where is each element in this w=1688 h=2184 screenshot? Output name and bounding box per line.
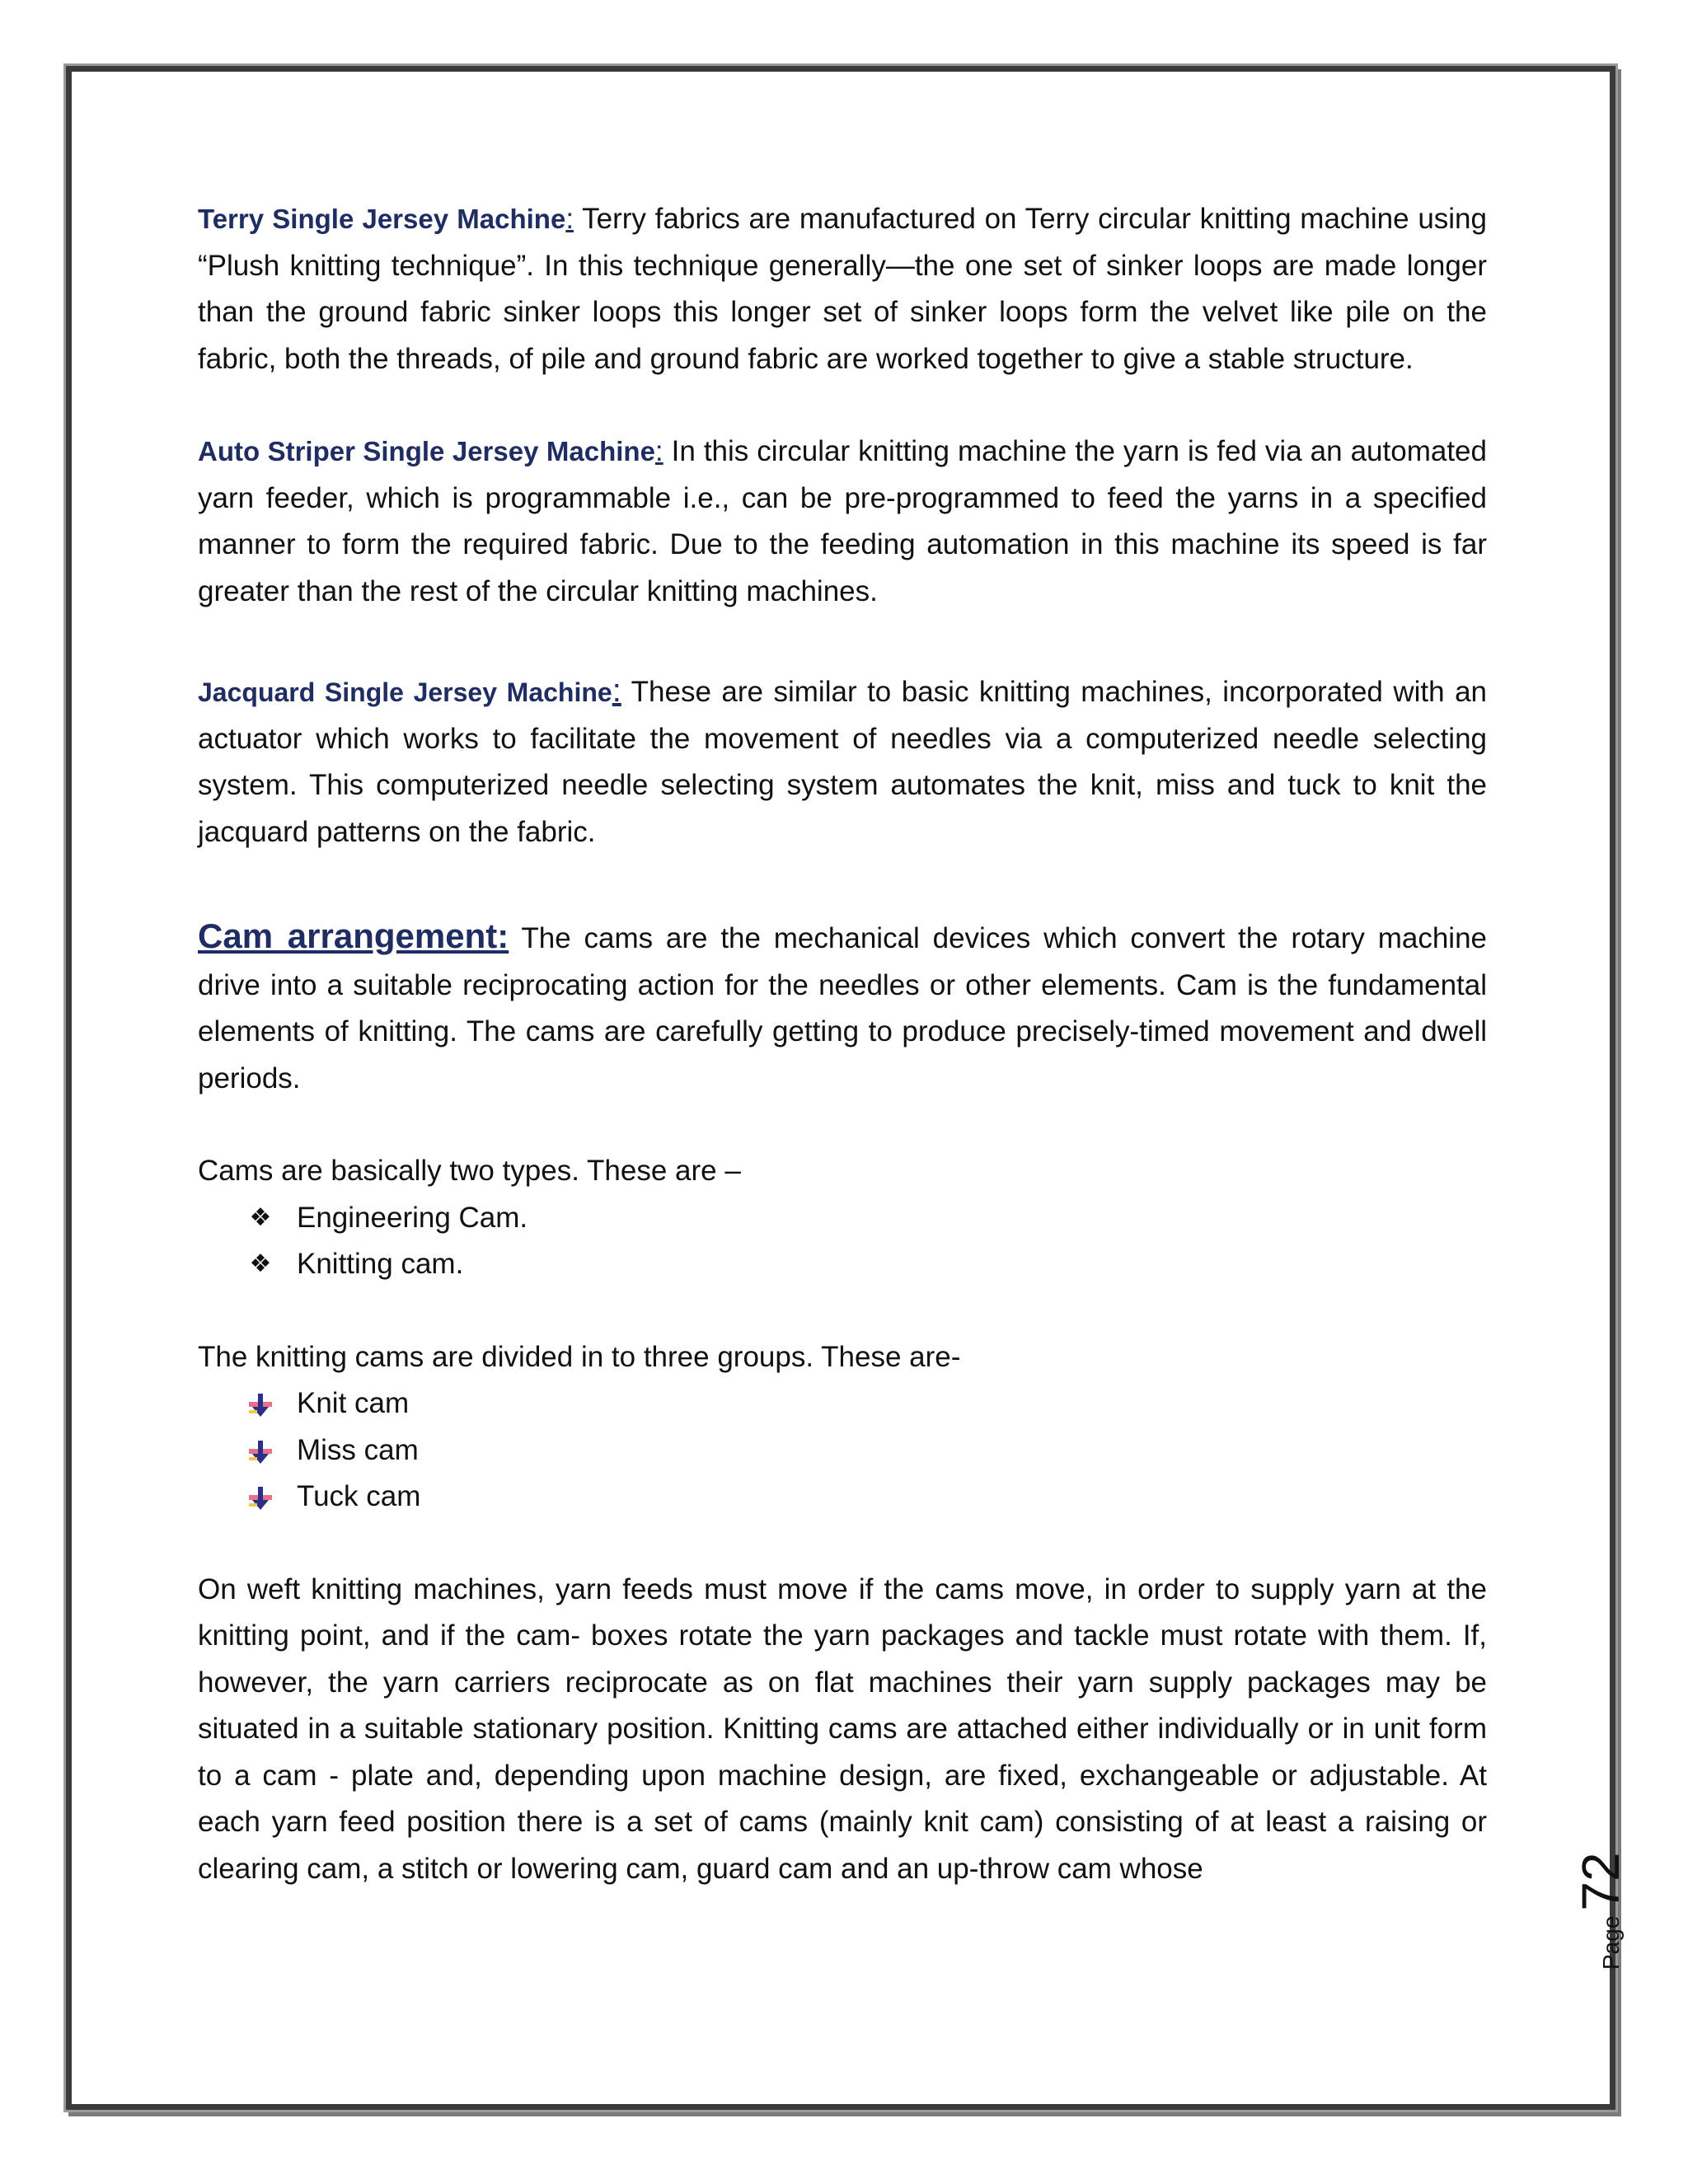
heading-jacquard: Jacquard Single Jersey Machine [198,677,612,707]
paragraph-weft-knitting: On weft knitting machines, yarn feeds must move if the cams move, in order to supply yarn at the knitting point, and if the cam- boxes rotate the yarn packages and tackle must rotate with them. If, however, the yarn carriers reciprocate as on flat machines their yarn supply packages may be situated in a suitable stationary position. Knitting cams are attached either individually or in unit form to a cam - plate and, depending upon machine design, are fixed, exchangeable or adjustable. At each yarn feed position there is a set of cams (mainly knit cam) consisting of at least a raising or clearing cam, a stitch or lowering cam, guard cam and an up-throw cam whose [198,1572,1487,1885]
paragraph-jacquard [198,668,1487,855]
page-number [1570,1852,1631,1970]
paragraph-auto-striper [198,429,1487,615]
list-item: Miss cam [198,1427,1487,1474]
down-arrow-bullet-icon [247,1392,274,1418]
down-arrow-bullet-icon [247,1485,274,1511]
page-label: Page [1598,1915,1624,1970]
diamond-bullet-icon: ❖ [249,1250,272,1277]
down-arrow-bullet-icon [247,1439,274,1465]
list-item: ❖ Knitting cam. [198,1241,1487,1288]
page-number-value: 72 [1571,1852,1630,1911]
page-content [198,196,1487,1892]
cam-types-intro: Cams are basically two types. These are – [198,1155,741,1187]
list-item: Knit cam [198,1380,1487,1427]
heading-auto-striper-colon: : [654,435,663,467]
paragraph-cam-arrangement [198,913,1487,1102]
heading-terry: Terry Single Jersey Machine [198,204,566,234]
heading-auto-striper: Auto Striper Single Jersey Machine [198,436,655,466]
knitting-cams-intro: The knitting cams are divided in to three groups. These are- [198,1340,961,1373]
text-cam-arrangement: The cams are the mechanical devices which convert the rotary machine drive into a suitable reciprocating action for the needles or other elements. Cam is the fundamental elements of knitting. The cams are carefully getting to produce precisely-timed movement and dwell periods. [198,922,1488,1094]
cam-types-list [198,1195,1487,1288]
list-item: ❖ Engineering Cam. [198,1195,1487,1242]
text-terry: Terry fabrics are manufactured on Terry circular knitting machine using “Plush knitting technique”. In this technique generally—the one set of sinker loops are made longer than the ground fabric sinker loops this longer set of sinker loops form the velvet like pile on the fabric, both the threads, of pile and ground fabric are worked together to give a stable structure. [198,203,1487,375]
heading-terry-colon: : [565,203,574,235]
heading-jacquard-colon: : [612,673,621,709]
diamond-bullet-icon: ❖ [249,1203,272,1231]
heading-cam-arrangement: Cam arrangement: [198,916,509,955]
knitting-cams-list [198,1380,1487,1521]
paragraph-terry [198,196,1487,382]
list-item: Tuck cam [198,1474,1487,1521]
text-jacquard: These are similar to basic knitting machines, incorporated with an actuator which works to facilitate the movement of needles via a computerized needle selecting system. This computerized needle selecting system automates the knit, miss and tuck to knit the jacquard patterns on the fabric. [198,676,1487,848]
text-auto-striper: In this circular knitting machine the yarn is fed via an automated yarn feeder, which is programmable i.e., can be pre-programmed to feed the yarns in a specified manner to form the required fabric. Due to the feeding automation in this machine its speed is far greater than the rest of the circular knitting machines. [198,435,1487,607]
